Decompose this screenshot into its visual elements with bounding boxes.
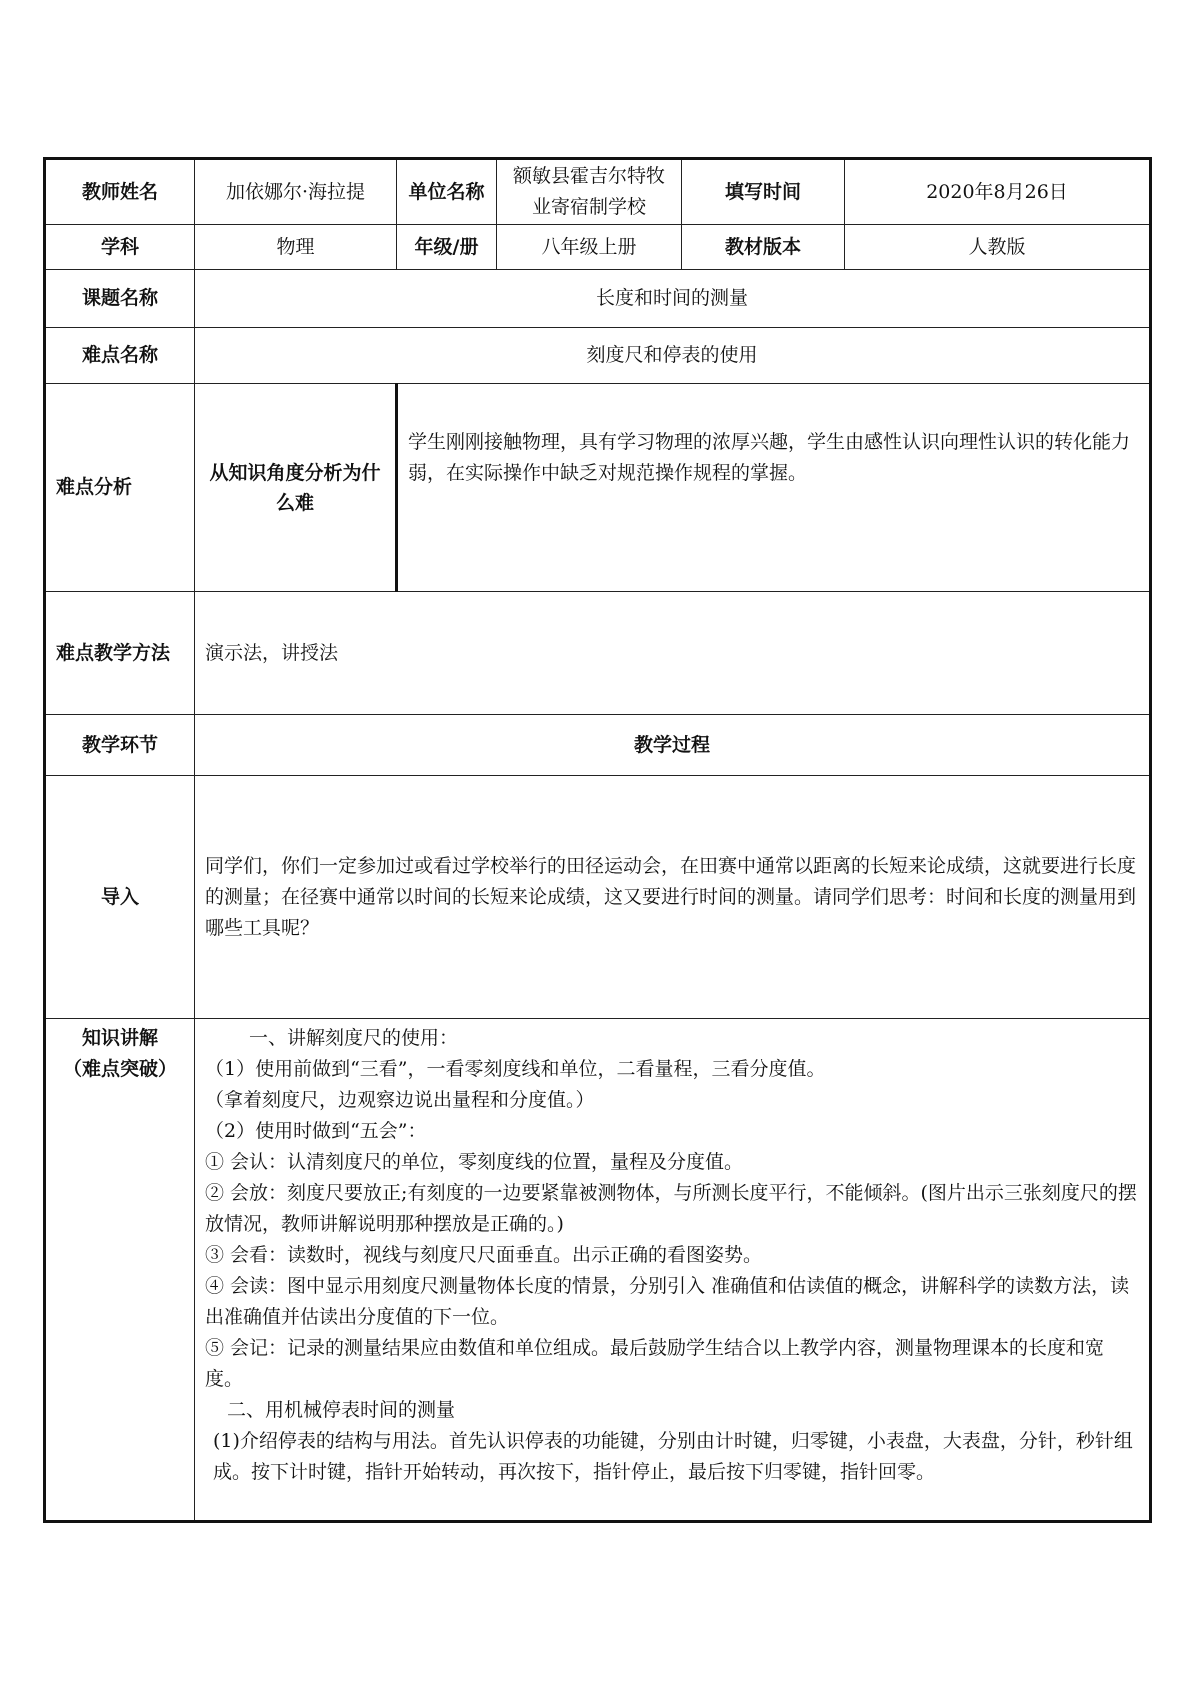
knowledge-label-line1: 知识讲解 [81, 1027, 158, 1049]
knowledge-line: (1)介绍停表的结构与用法。首先认识停表的功能键，分别由计时键，归零键，小表盘，大表盘，分针，秒针组成。按下计时键，指针开始转动，再次按下，指针停止，最后按下归零键，指针回零。 [213, 1430, 1133, 1483]
date-label: 填写时间 [682, 159, 845, 225]
subject-label: 学科 [45, 225, 195, 270]
knowledge-line: （拿着刻度尺，边观察边说出量程和分度值。） [205, 1089, 595, 1111]
intro-row [45, 776, 1151, 1019]
edition-label: 教材版本 [682, 225, 845, 270]
analysis-label: 难点分析 [45, 384, 195, 592]
unit-label: 单位名称 [397, 159, 497, 225]
knowledge-row [45, 1019, 1151, 1522]
analysis-text: 学生刚刚接触物理，具有学习物理的浓厚兴趣，学生由感性认识向理性认识的转化能力弱，在实际操作中缺乏对规范操作规程的掌握。 [397, 384, 1151, 592]
difficulty-label: 难点名称 [45, 328, 195, 384]
difficulty-row [45, 328, 1151, 384]
difficulty-value: 刻度尺和停表的使用 [195, 328, 1151, 384]
grade-label: 年级/册 [397, 225, 497, 270]
topic-label: 课题名称 [45, 270, 195, 328]
topic-value: 长度和时间的测量 [195, 270, 1151, 328]
knowledge-line: （1）使用前做到“三看”，一看零刻度线和单位，二看量程，三看分度值。 [205, 1058, 826, 1080]
intro-label: 导入 [45, 776, 195, 1019]
knowledge-line: 二、用机械停表时间的测量 [227, 1399, 456, 1421]
grade-value: 八年级上册 [497, 225, 682, 270]
knowledge-line: ④ 会读：图中显示用刻度尺测量物体长度的情景，分别引入 准确值和估读值的概念，讲解科学的读数方法，读出准确值并估读出分度值的下一位。 [205, 1275, 1130, 1328]
knowledge-line: 一、讲解刻度尺的使用： [249, 1027, 459, 1049]
method-value: 演示法，讲授法 [195, 592, 1151, 715]
knowledge-content [195, 1019, 1151, 1522]
knowledge-line: ⑤ 会记：记录的测量结果应由数值和单位组成。最后鼓励学生结合以上教学内容，测量物理课本的长度和宽度。 [205, 1337, 1105, 1390]
process-stage-label: 教学环节 [45, 715, 195, 776]
teacher-name: 加依娜尔·海拉提 [195, 159, 397, 225]
header-row-1 [45, 159, 1151, 225]
date-value: 2020年8月26日 [845, 159, 1151, 225]
lesson-plan-table [43, 157, 1152, 1523]
subject-value: 物理 [195, 225, 397, 270]
method-label: 难点教学方法 [45, 592, 195, 715]
knowledge-line: ③ 会看：读数时，视线与刻度尺尺面垂直。出示正确的看图姿势。 [205, 1244, 763, 1266]
unit-name: 额敏县霍吉尔特牧业寄宿制学校 [497, 159, 682, 225]
edition-value: 人教版 [845, 225, 1151, 270]
intro-text: 同学们，你们一定参加过或看过学校举行的田径运动会，在田赛中通常以距离的长短来论成绩，这就要进行长度的测量；在径赛中通常以时间的长短来论成绩，这又要进行时间的测量。请同学们思考：时间和长度的测量用到哪些工具呢？ [195, 776, 1151, 1019]
topic-row [45, 270, 1151, 328]
process-header-row [45, 715, 1151, 776]
knowledge-label-line2: （难点突破） [62, 1058, 177, 1080]
knowledge-line: ② 会放：刻度尺要放正;有刻度的一边要紧靠被测物体，与所测长度平行，不能倾斜。(图片出示三张刻度尺的摆放情况，教师讲解说明那种摆放是正确的。) [205, 1182, 1137, 1235]
process-label: 教学过程 [195, 715, 1151, 776]
method-row [45, 592, 1151, 715]
analysis-sub-label: 从知识角度分析为什么难 [195, 384, 397, 592]
teacher-label: 教师姓名 [45, 159, 195, 225]
knowledge-line: （2）使用时做到“五会”： [205, 1120, 427, 1142]
header-row-2 [45, 225, 1151, 270]
knowledge-label [45, 1019, 195, 1522]
analysis-row [45, 384, 1151, 592]
knowledge-line: ① 会认：认清刻度尺的单位，零刻度线的位置，量程及分度值。 [205, 1151, 744, 1173]
